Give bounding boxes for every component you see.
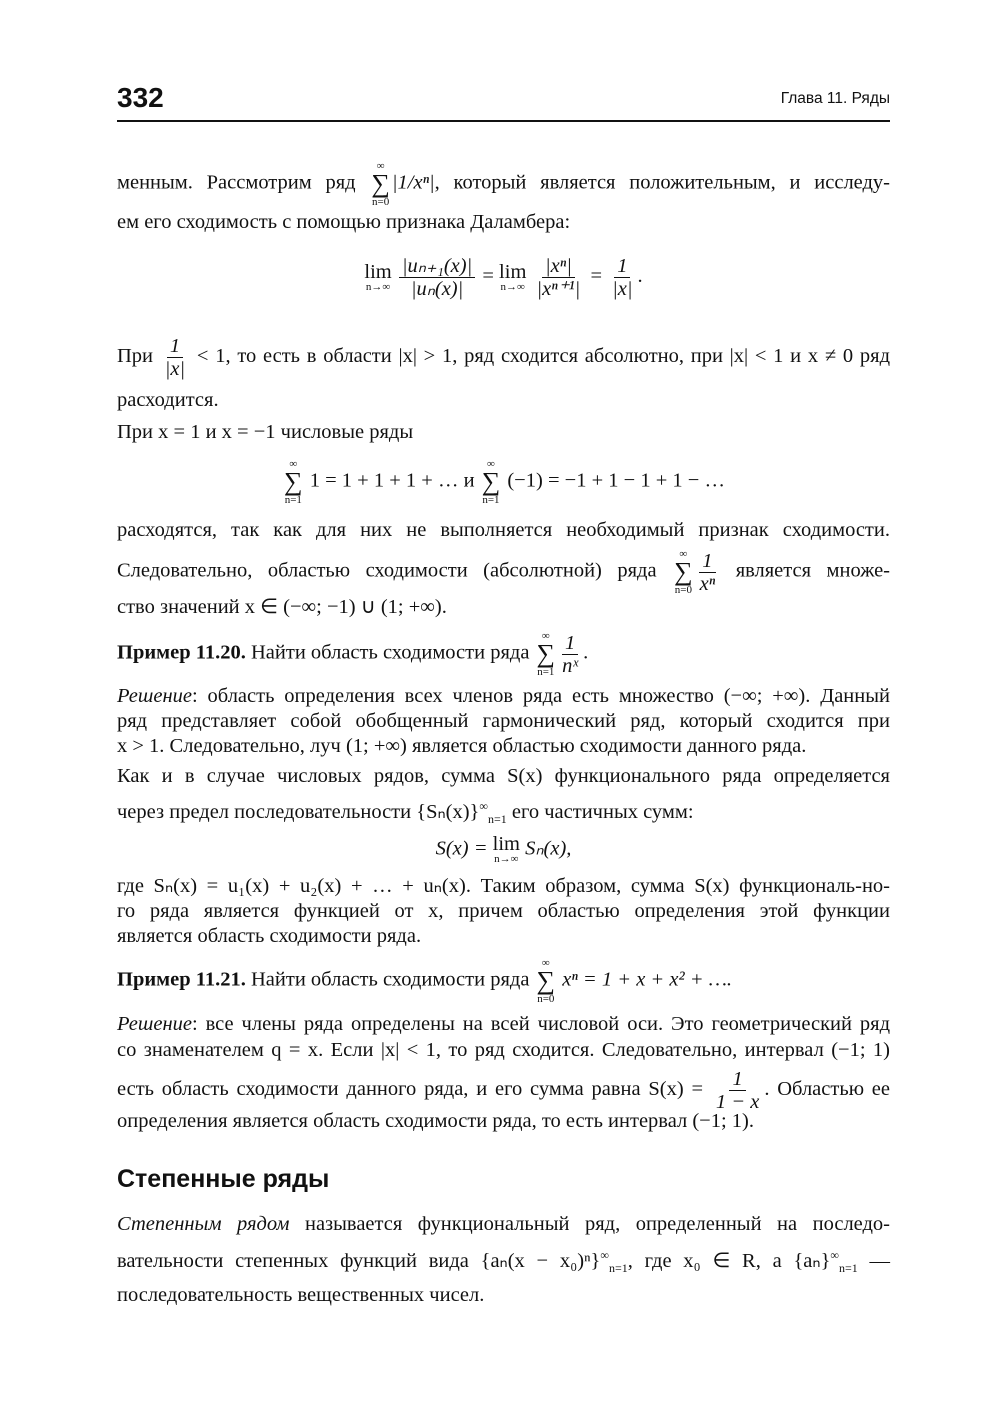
text-line: есть область сходимости данного ряда, и его сумма равна S(x) = $\frac{1}{1 - x}$ . Областью ее	[117, 1068, 890, 1113]
text-line: последовательность вещественных чисел.	[117, 1284, 485, 1306]
text-line: менным. Рассмотрим ряд ∞ ∑ n=0 |1/xⁿ|, который является положительным, и исследу-	[117, 160, 891, 208]
text-line: где Sₙ(x) = u₁(x) + u₂(x) + … + uₙ(x). Таким образом, сумма S(x) функциональ-но-	[117, 875, 890, 897]
text-line: определения является область сходимости ряда, то есть интервал (−1; 1).	[117, 1110, 755, 1132]
text-line: расходятся, так как для них не выполняется необходимый признак сходимости.	[117, 519, 890, 541]
text-line: Степенным рядом называется функциональный ряд, определенный на последо-	[117, 1213, 891, 1235]
series-equation: ∞ ∑ n=1 1 = 1 + 1 + 1 + … и ∞ ∑ n=1 (−1) = −1 + 1 − 1 + 1 − …	[284, 458, 725, 506]
text-line: ем его сходимость с помощью признака Даламбера:	[117, 211, 571, 233]
text-line: ство значений x ∈ (−∞; −1) ∪ (1; +∞).	[117, 596, 447, 618]
text-line: Следовательно, областью сходимости (абсолютной) ряда ∞ ∑ n=0 $\frac{1}{\text{xⁿ}}$ является множе-	[117, 548, 891, 596]
text-line: расходится.	[117, 389, 219, 411]
example-11-20: Пример 11.20. Найти область сходимости ряда ∞ ∑ n=1 $\frac{1}{\text{nˣ}}$ .	[117, 630, 589, 678]
text-line: ряд представляет собой обобщенный гармонический ряд, который сходится при	[117, 710, 890, 732]
text-line: Решение: все члены ряда определены на всей числовой оси. Это геометрический ряд	[117, 1013, 890, 1035]
sum-symbol: ∞ ∑ n=0	[371, 160, 390, 208]
text-line: Решение: область определения всех членов ряда есть множество (−∞; +∞). Данный	[117, 685, 890, 707]
text-line: Как и в случае числовых рядов, сумма S(x) функционального ряда определяется	[117, 765, 890, 787]
text-line: x > 1. Следовательно, луч (1; +∞) является областью сходимости данного ряда.	[117, 735, 807, 757]
text-line: является область сходимости ряда.	[117, 925, 422, 947]
ratio-equation: lim n→∞ $\frac{\text{|uₙ₊₁(x)|}}{\text{|uₙ(x)|}}$ = lim n→∞ $\frac{\text{|xⁿ|}}{\text{|xⁿ⁺¹|}}$ = $\frac{1}{|x|}$ .	[364, 255, 643, 300]
example-11-21: Пример 11.21. Найти область сходимости ряда ∞ ∑ n=0 xⁿ = 1 + x + x² + ….	[117, 957, 733, 1005]
text-line: вательности степенных функций вида $\{a_n(x - x_0)^n\}^\infty_{n=1}$, где x₀ ∈ R, а $\{a_n\}^\infty_{n=1}$ —	[117, 1248, 891, 1275]
text-line: со знаменателем q = x. Если |x| < 1, то ряд сходится. Следовательно, интервал (−1; 1)	[117, 1039, 890, 1061]
text-line: го ряда является функцией от x, причем областью определения этой функции	[117, 900, 890, 922]
section-heading: Степенные ряды	[117, 1165, 330, 1193]
chapter-title: Глава 11. Ряды	[780, 90, 890, 107]
text-line: через предел последовательности $\{S_n(x)\}^\infty_{n=1}$ его частичных сумм:	[117, 799, 694, 826]
page-header	[117, 78, 890, 122]
text-line: При x = 1 и x = −1 числовые ряды	[117, 421, 414, 443]
sum-limit-equation: S(x) = lim n→∞ Sₙ(x),	[435, 833, 572, 865]
text-line: При $\frac{1}{|x|}$ < 1, то есть в области |x| > 1, ряд сходится абсолютно, при |x| < 1 и x ≠ 0 ряд	[117, 335, 890, 380]
page-number: 332	[117, 82, 164, 113]
